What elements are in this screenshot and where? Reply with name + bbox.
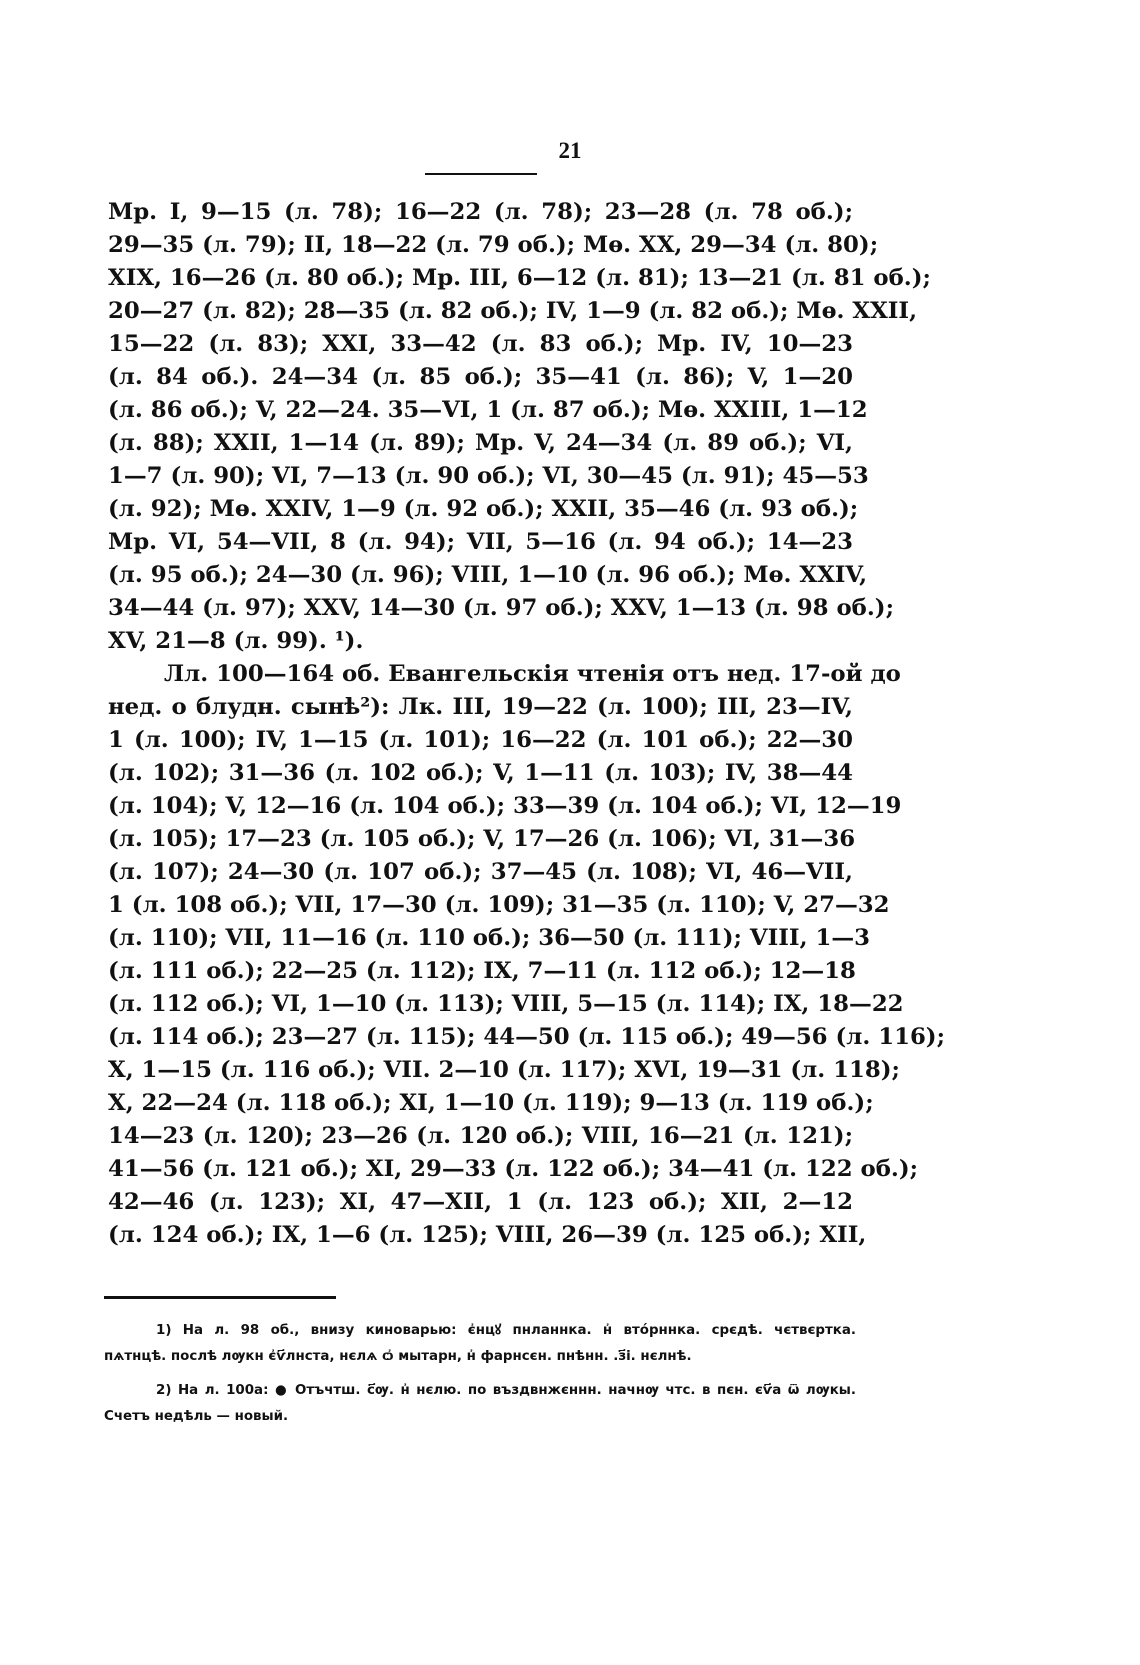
text-line: (л. 86 об.); V, 22—24. 35—VI, 1 (л. 87 об.); Мѳ. XXIII, 1—12 xyxy=(108,397,868,423)
text-line: нед. о блудн. сынѣ²): Лк. III, 19—22 (л. 100); III, 23—IV, xyxy=(108,694,853,720)
text-line: (л. 104); V, 12—16 (л. 104 об.); 33—39 (л. 104 об.); VI, 12—19 xyxy=(108,793,902,819)
text-line: (л. 110); VII, 11—16 (л. 110 об.); 36—50 (л. 111); VIII, 1—3 xyxy=(108,925,870,951)
footnote-rule xyxy=(104,1296,336,1299)
body-text xyxy=(108,196,946,1252)
text-line: 42—46 (л. 123); XI, 47—XII, 1 (л. 123 об.); XII, 2—12 xyxy=(108,1189,853,1215)
text-line: Мр. I, 9—15 (л. 78); 16—22 (л. 78); 23—28 (л. 78 об.); xyxy=(108,199,853,225)
text-line: XV, 21—8 (л. 99). ¹). xyxy=(108,628,364,654)
text-line: (л. 92); Мѳ. XXIV, 1—9 (л. 92 об.); XXII, 35—46 (л. 93 об.); xyxy=(108,496,859,522)
footnote-1-line-2: пѧтнцѣ. послѣ лѹкн є҆ѵ҃лнста, нєлѧ ѻ҆ мытарн, н҆ фарнсєн. пнѣнн. .з҃і. нєлнѣ. xyxy=(104,1349,692,1364)
text-line: 41—56 (л. 121 об.); XI, 29—33 (л. 122 об.); 34—41 (л. 122 об.); xyxy=(108,1156,919,1182)
text-line: (л. 95 об.); 24—30 (л. 96); VIII, 1—10 (л. 96 об.); Мѳ. XXIV, xyxy=(108,562,868,588)
footnote-2-line-1: 2) На л. 100а: ● Отъчтш. с҃ѹ. н҆ нєлю. по въздвнжєннн. начнѹ чтс. в пєн. єѵ҃а ѿ лѹкы. xyxy=(156,1383,856,1398)
text-line: XIX, 16—26 (л. 80 об.); Мр. III, 6—12 (л. 81); 13—21 (л. 81 об.); xyxy=(108,265,931,291)
footnotes xyxy=(104,1318,856,1430)
text-line: (л. 112 об.); VI, 1—10 (л. 113); VIII, 5—15 (л. 114); IX, 18—22 xyxy=(108,991,904,1017)
text-line: 14—23 (л. 120); 23—26 (л. 120 об.); VIII, 16—21 (л. 121); xyxy=(108,1123,853,1149)
text-line: (л. 105); 17—23 (л. 105 об.); V, 17—26 (л. 106); VI, 31—36 xyxy=(108,826,856,852)
header-rule xyxy=(425,173,537,175)
paragraph-start-line: Лл. 100—164 об. Евангельскія чтенія отъ нед. 17-ой до xyxy=(164,661,901,687)
text-line: X, 1—15 (л. 116 об.); VII. 2—10 (л. 117); XVI, 19—31 (л. 118); xyxy=(108,1057,900,1083)
text-line: 15—22 (л. 83); XXI, 33—42 (л. 83 об.); Мр. IV, 10—23 xyxy=(108,331,853,357)
text-line: (л. 111 об.); 22—25 (л. 112); IX, 7—11 (л. 112 об.); 12—18 xyxy=(108,958,856,984)
footnote-1-line-1: 1) На л. 98 об., внизу киноварью: є҆нцꙋ пнланнка. н҆ вто́рннка. срєдѣ. чєтвєрткa. xyxy=(156,1323,856,1338)
text-line: (л. 102); 31—36 (л. 102 об.); V, 1—11 (л. 103); IV, 38—44 xyxy=(108,760,853,786)
text-line: 20—27 (л. 82); 28—35 (л. 82 об.); IV, 1—9 (л. 82 об.); Мѳ. XXII, xyxy=(108,298,918,324)
text-line: (л. 84 об.). 24—34 (л. 85 об.); 35—41 (л. 86); V, 1—20 xyxy=(108,364,853,390)
text-line: (л. 124 об.); IX, 1—6 (л. 125); VIII, 26—39 (л. 125 об.); XII, xyxy=(108,1222,867,1248)
text-line: 1 (л. 100); IV, 1—15 (л. 101); 16—22 (л. 101 об.); 22—30 xyxy=(108,727,853,753)
text-line: X, 22—24 (л. 118 об.); XI, 1—10 (л. 119); 9—13 (л. 119 об.); xyxy=(108,1090,874,1116)
text-line: 29—35 (л. 79); II, 18—22 (л. 79 об.); Мѳ. XX, 29—34 (л. 80); xyxy=(108,232,879,258)
text-line: (л. 107); 24—30 (л. 107 об.); 37—45 (л. 108); VI, 46—VII, xyxy=(108,859,853,885)
text-line: (л. 114 об.); 23—27 (л. 115); 44—50 (л. 115 об.); 49—56 (л. 116); xyxy=(108,1024,946,1050)
text-line: 1 (л. 108 об.); VII, 17—30 (л. 109); 31—35 (л. 110); V, 27—32 xyxy=(108,892,890,918)
text-line: 34—44 (л. 97); XXV, 14—30 (л. 97 об.); XXV, 1—13 (л. 98 об.); xyxy=(108,595,895,621)
text-line: Мр. VI, 54—VII, 8 (л. 94); VII, 5—16 (л. 94 об.); 14—23 xyxy=(108,529,853,555)
text-line: 1—7 (л. 90); VI, 7—13 (л. 90 об.); VI, 30—45 (л. 91); 45—53 xyxy=(108,463,869,489)
text-line: (л. 88); XXII, 1—14 (л. 89); Мр. V, 24—34 (л. 89 об.); VI, xyxy=(108,430,853,456)
page-number: 21 xyxy=(558,138,582,163)
footnote-2-line-2: Счетъ недѣль — новый. xyxy=(104,1409,289,1424)
